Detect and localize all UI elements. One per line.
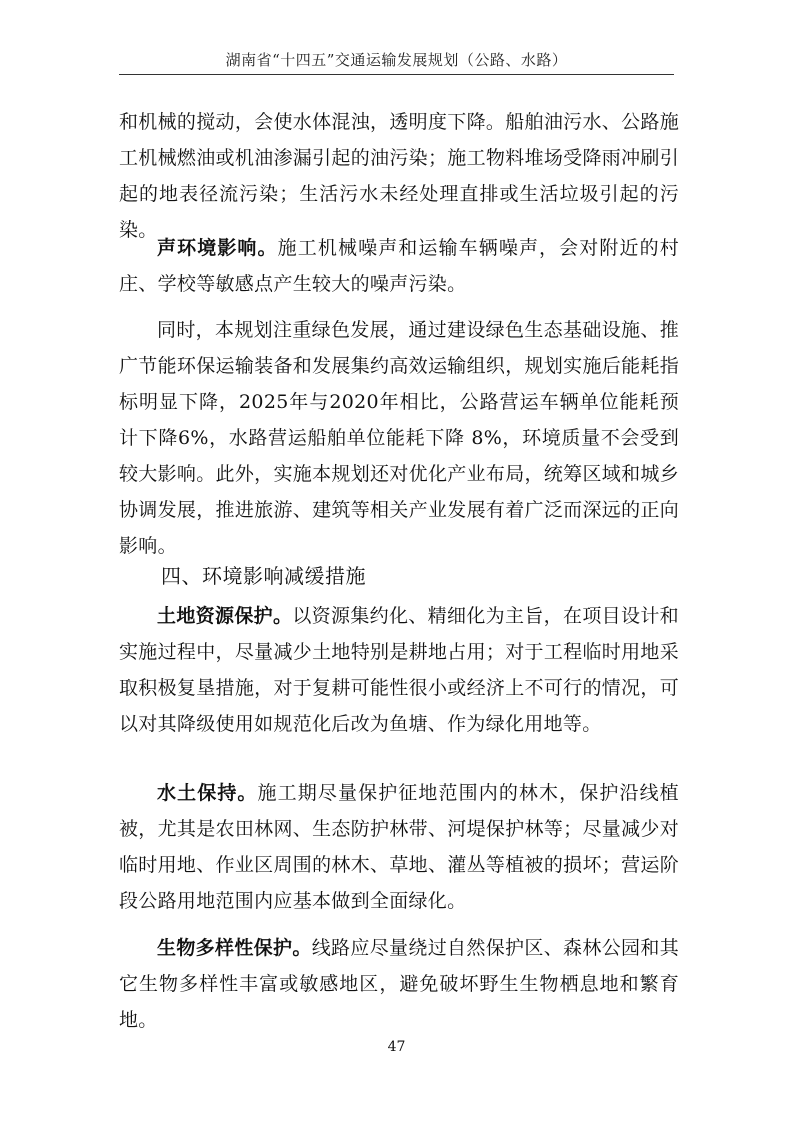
paragraph-lead-heading: 声环境影响。 [157,237,278,259]
paragraph-land-protection [119,598,679,742]
page-header: 湖南省“十四五”交通运输发展规划（公路、水路） [225,51,568,69]
header-divider [119,74,674,75]
paragraph-text: 和机械的搅动，会使水体混浊，透明度下降。船舶油污水、公路施工机械燃油或机油渗漏引起的油污染；施工物料堆场受降雨冲刷引起的地表径流污染；生活污水未经处理直排或生活垃圾引起的污染。 [119,111,679,241]
paragraph-text: 施工机械噪声和运输车辆噪声，会对附近的村庄、学校等敏感点产生较大的噪声污染。 [119,237,679,295]
paragraph-text: 施工期尽量保护征地范围内的林木，保护沿线植被，尤其是农田林网、生态防护林带、河堤保护林等；尽量减少对临时用地、作业区周围的林木、草地、灌丛等植被的损坏；营运阶段公路用地范围内应基本做到全面绿化。 [119,782,679,912]
section-heading: 四、环境影响减缓措施 [161,564,366,588]
paragraph-text: 线路应尽量绕过自然保护区、森林公园和其它生物多样性丰富或敏感地区，避免破坏野生生物栖息地和繁育地。 [119,937,680,1031]
paragraph-biodiversity [119,930,679,1038]
paragraph-lead-heading: 生物多样性保护。 [157,937,312,959]
paragraph-text: 以资源集约化、精细化为主旨，在项目设计和实施过程中，尽量减少土地特别是耕地占用；对于工程临时用地采取积极复垦措施，对于复耕可能性很小或经济上不可行的情况，可以对其降级使用如规范化后改为鱼塘、作为绿化用地等。 [119,605,679,735]
paragraph-soil-conservation [119,775,679,919]
paragraph-noise-impact [119,230,679,302]
paragraph-water-pollution [119,104,679,248]
paragraph-green-development [119,312,679,564]
paragraph-lead-heading: 土地资源保护。 [157,605,293,627]
page-number: 47 [387,1039,406,1055]
paragraph-text: 同时，本规划注重绿色发展，通过建设绿色生态基础设施、推广节能环保运输装备和发展集约高效运输组织，规划实施后能耗指标明显下降，2025年与2020年相比，公路营运车辆单位能耗预计下降6%，水路营运船舶单位能耗下降 8%，环境质量不会受到较大影响。此外，实施本规划还对优化产业布局，统筹区域和城乡协调发展，推进旅游、建筑等相关产业发展有着广泛而深远的正向影响。 [119,319,679,557]
paragraph-lead-heading: 水土保持。 [157,782,258,804]
